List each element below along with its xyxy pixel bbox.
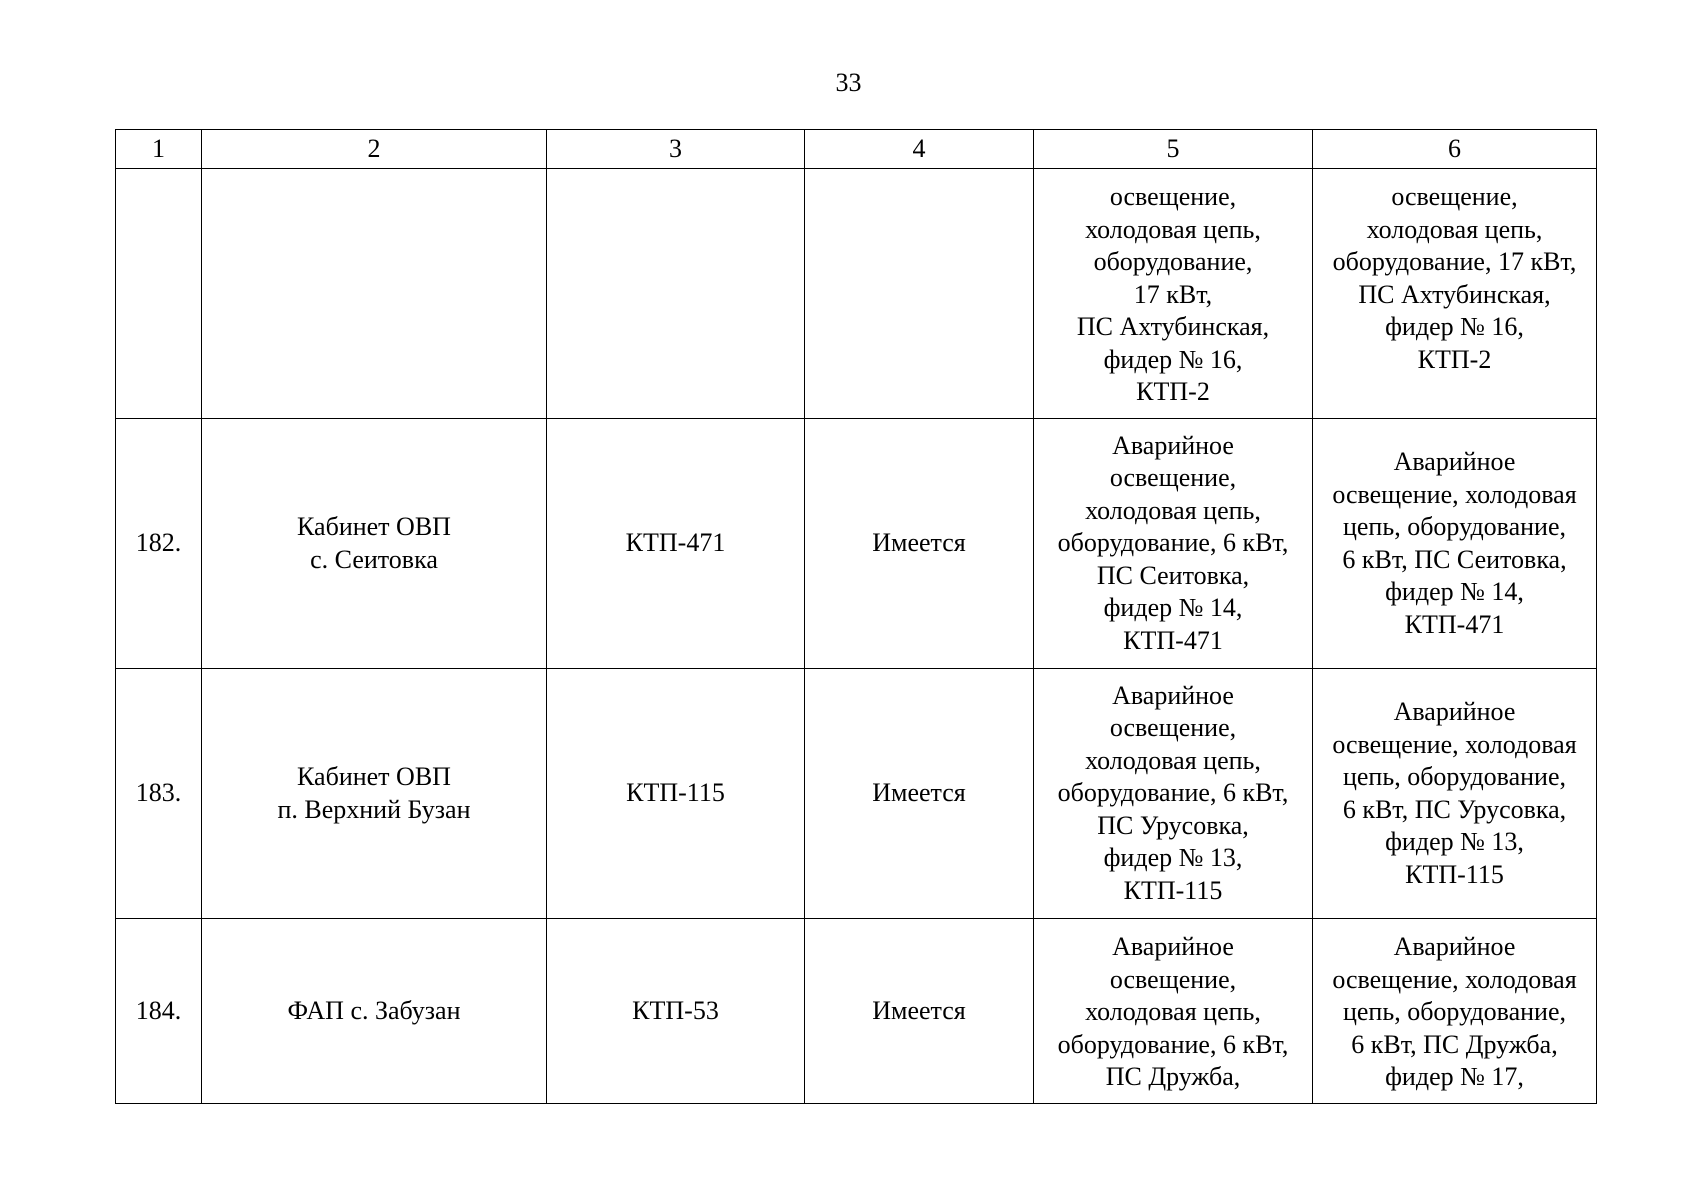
load-description-col6 xyxy=(1313,419,1597,669)
row-number xyxy=(116,169,202,419)
header-col-1: 1 xyxy=(116,130,202,169)
load-description-col5-line: освещение, xyxy=(1109,463,1237,493)
load-description-col6-line: фидер № 14, xyxy=(1385,577,1524,606)
row-number: 184. xyxy=(116,919,202,1104)
load-description-col5-line: КТП-471 xyxy=(1123,625,1223,655)
load-description-col5-line: фидер № 13, xyxy=(1103,843,1243,873)
load-description-col5-line: КТП-115 xyxy=(1123,875,1223,905)
load-description-col5-line: холодовая цепь, xyxy=(1085,214,1261,244)
load-description-col6-line: цепь, оборудование, xyxy=(1342,997,1567,1026)
load-description-col6 xyxy=(1313,669,1597,919)
row-number: 183. xyxy=(116,669,202,919)
load-description-col6-line: фидер № 16, xyxy=(1385,312,1524,341)
load-description-col5-line: освещение, xyxy=(1109,182,1237,211)
header-col-4: 4 xyxy=(805,130,1034,169)
load-description-col6-line: 6 кВт, ПС Сеитовка, xyxy=(1342,544,1567,574)
load-description-col6-line: 6 кВт, ПС Урусовка, xyxy=(1342,794,1567,824)
load-description-col5-line: ПС Урусовка, xyxy=(1097,810,1249,840)
load-description-col5-line: холодовая цепь, xyxy=(1085,495,1261,525)
table-row xyxy=(116,419,1597,669)
page-number: 33 xyxy=(835,68,862,97)
load-description-col6-line: 6 кВт, ПС Дружба, xyxy=(1351,1029,1558,1059)
facility-name-line: п. Верхний Бузан xyxy=(277,794,471,824)
facility-name-line: Кабинет ОВП xyxy=(297,512,451,541)
table-row xyxy=(116,919,1597,1104)
load-description-col5 xyxy=(1034,919,1313,1104)
header-col-2: 2 xyxy=(202,130,547,169)
row-number: 182. xyxy=(116,419,202,669)
facility-name xyxy=(202,169,547,419)
load-description-col5-line: освещение, xyxy=(1109,964,1237,994)
load-description-col6-line: цепь, оборудование, xyxy=(1342,762,1567,791)
table-row xyxy=(116,669,1597,919)
load-description-col6-line: КТП-471 xyxy=(1404,609,1505,639)
facility-name-line: с. Сеитовка xyxy=(310,544,438,574)
load-description-col5-line: ПС Сеитовка, xyxy=(1096,560,1250,590)
facility-name xyxy=(202,419,547,669)
load-description-col6-line: цепь, оборудование, xyxy=(1342,512,1567,541)
load-description-col6-line: освещение, холодовая xyxy=(1332,729,1577,759)
load-description-col5-line: оборудование, xyxy=(1093,247,1253,276)
load-description-col6-line: Аварийное xyxy=(1393,932,1516,961)
load-description-col6-line: КТП-115 xyxy=(1405,859,1504,889)
load-description-col6-line: ПС Ахтубинская, xyxy=(1358,279,1551,309)
ktp-cell xyxy=(547,169,805,419)
load-description-col6-line: освещение, холодовая xyxy=(1332,479,1577,509)
load-description-col5-line: ПС Ахтубинская, xyxy=(1076,312,1270,341)
load-description-col6-line: освещение, xyxy=(1391,182,1518,211)
load-description-col5-line: фидер № 14, xyxy=(1103,593,1243,623)
load-description-col6-line: КТП-2 xyxy=(1417,344,1492,374)
load-description-col5 xyxy=(1034,169,1313,419)
load-description-col5-line: холодовая цепь, xyxy=(1085,745,1261,775)
facility-name-line: Кабинет ОВП xyxy=(297,762,451,791)
facility-name xyxy=(202,919,547,1104)
load-description-col6-line: холодовая цепь, xyxy=(1366,214,1543,244)
status-cell: Имеется xyxy=(805,419,1034,669)
load-description-col5-line: оборудование, 6 кВт, xyxy=(1057,1029,1289,1059)
load-description-col6 xyxy=(1313,169,1597,419)
load-description-col6-line: оборудование, 17 кВт, xyxy=(1332,247,1577,276)
ktp-cell: КТП-115 xyxy=(547,669,805,919)
load-description-col6-line: фидер № 13, xyxy=(1385,827,1524,856)
status-cell: Имеется xyxy=(805,669,1034,919)
load-description-col5-line: КТП-2 xyxy=(1136,377,1210,406)
load-description-col5-line: Аварийное xyxy=(1112,430,1234,460)
load-description-col5-line: оборудование, 6 кВт, xyxy=(1057,528,1289,558)
load-description-col5-line: Аварийное xyxy=(1112,932,1234,961)
header-col-6: 6 xyxy=(1313,130,1597,169)
header-col-3: 3 xyxy=(547,130,805,169)
status-cell: Имеется xyxy=(805,919,1034,1104)
header-row xyxy=(116,130,1597,169)
load-description-col6 xyxy=(1313,919,1597,1104)
header-col-5: 5 xyxy=(1034,130,1313,169)
facility-name-line: ФАП с. Забузан xyxy=(287,995,461,1025)
ktp-cell: КТП-471 xyxy=(547,419,805,669)
load-description-col5-line: 17 кВт, xyxy=(1133,279,1213,309)
load-description-col6-line: фидер № 17, xyxy=(1385,1062,1524,1091)
load-description-col5-line: освещение, xyxy=(1109,713,1237,743)
load-description-col5-line: фидер № 16, xyxy=(1103,344,1243,374)
load-description-col5-line: холодовая цепь, xyxy=(1085,997,1261,1026)
load-description-col6-line: освещение, холодовая xyxy=(1332,964,1577,994)
facility-name xyxy=(202,669,547,919)
facilities-table xyxy=(115,129,1597,1104)
load-description-col5-line: Аварийное xyxy=(1112,680,1234,710)
load-description-col6-line: Аварийное xyxy=(1393,697,1516,726)
table-row xyxy=(116,169,1597,419)
load-description-col5-line: оборудование, 6 кВт, xyxy=(1057,778,1289,808)
load-description-col6-line: Аварийное xyxy=(1393,447,1516,476)
load-description-col5-line: ПС Дружба, xyxy=(1105,1062,1241,1091)
ktp-cell: КТП-53 xyxy=(547,919,805,1104)
load-description-col5 xyxy=(1034,419,1313,669)
status-cell xyxy=(805,169,1034,419)
load-description-col5 xyxy=(1034,669,1313,919)
